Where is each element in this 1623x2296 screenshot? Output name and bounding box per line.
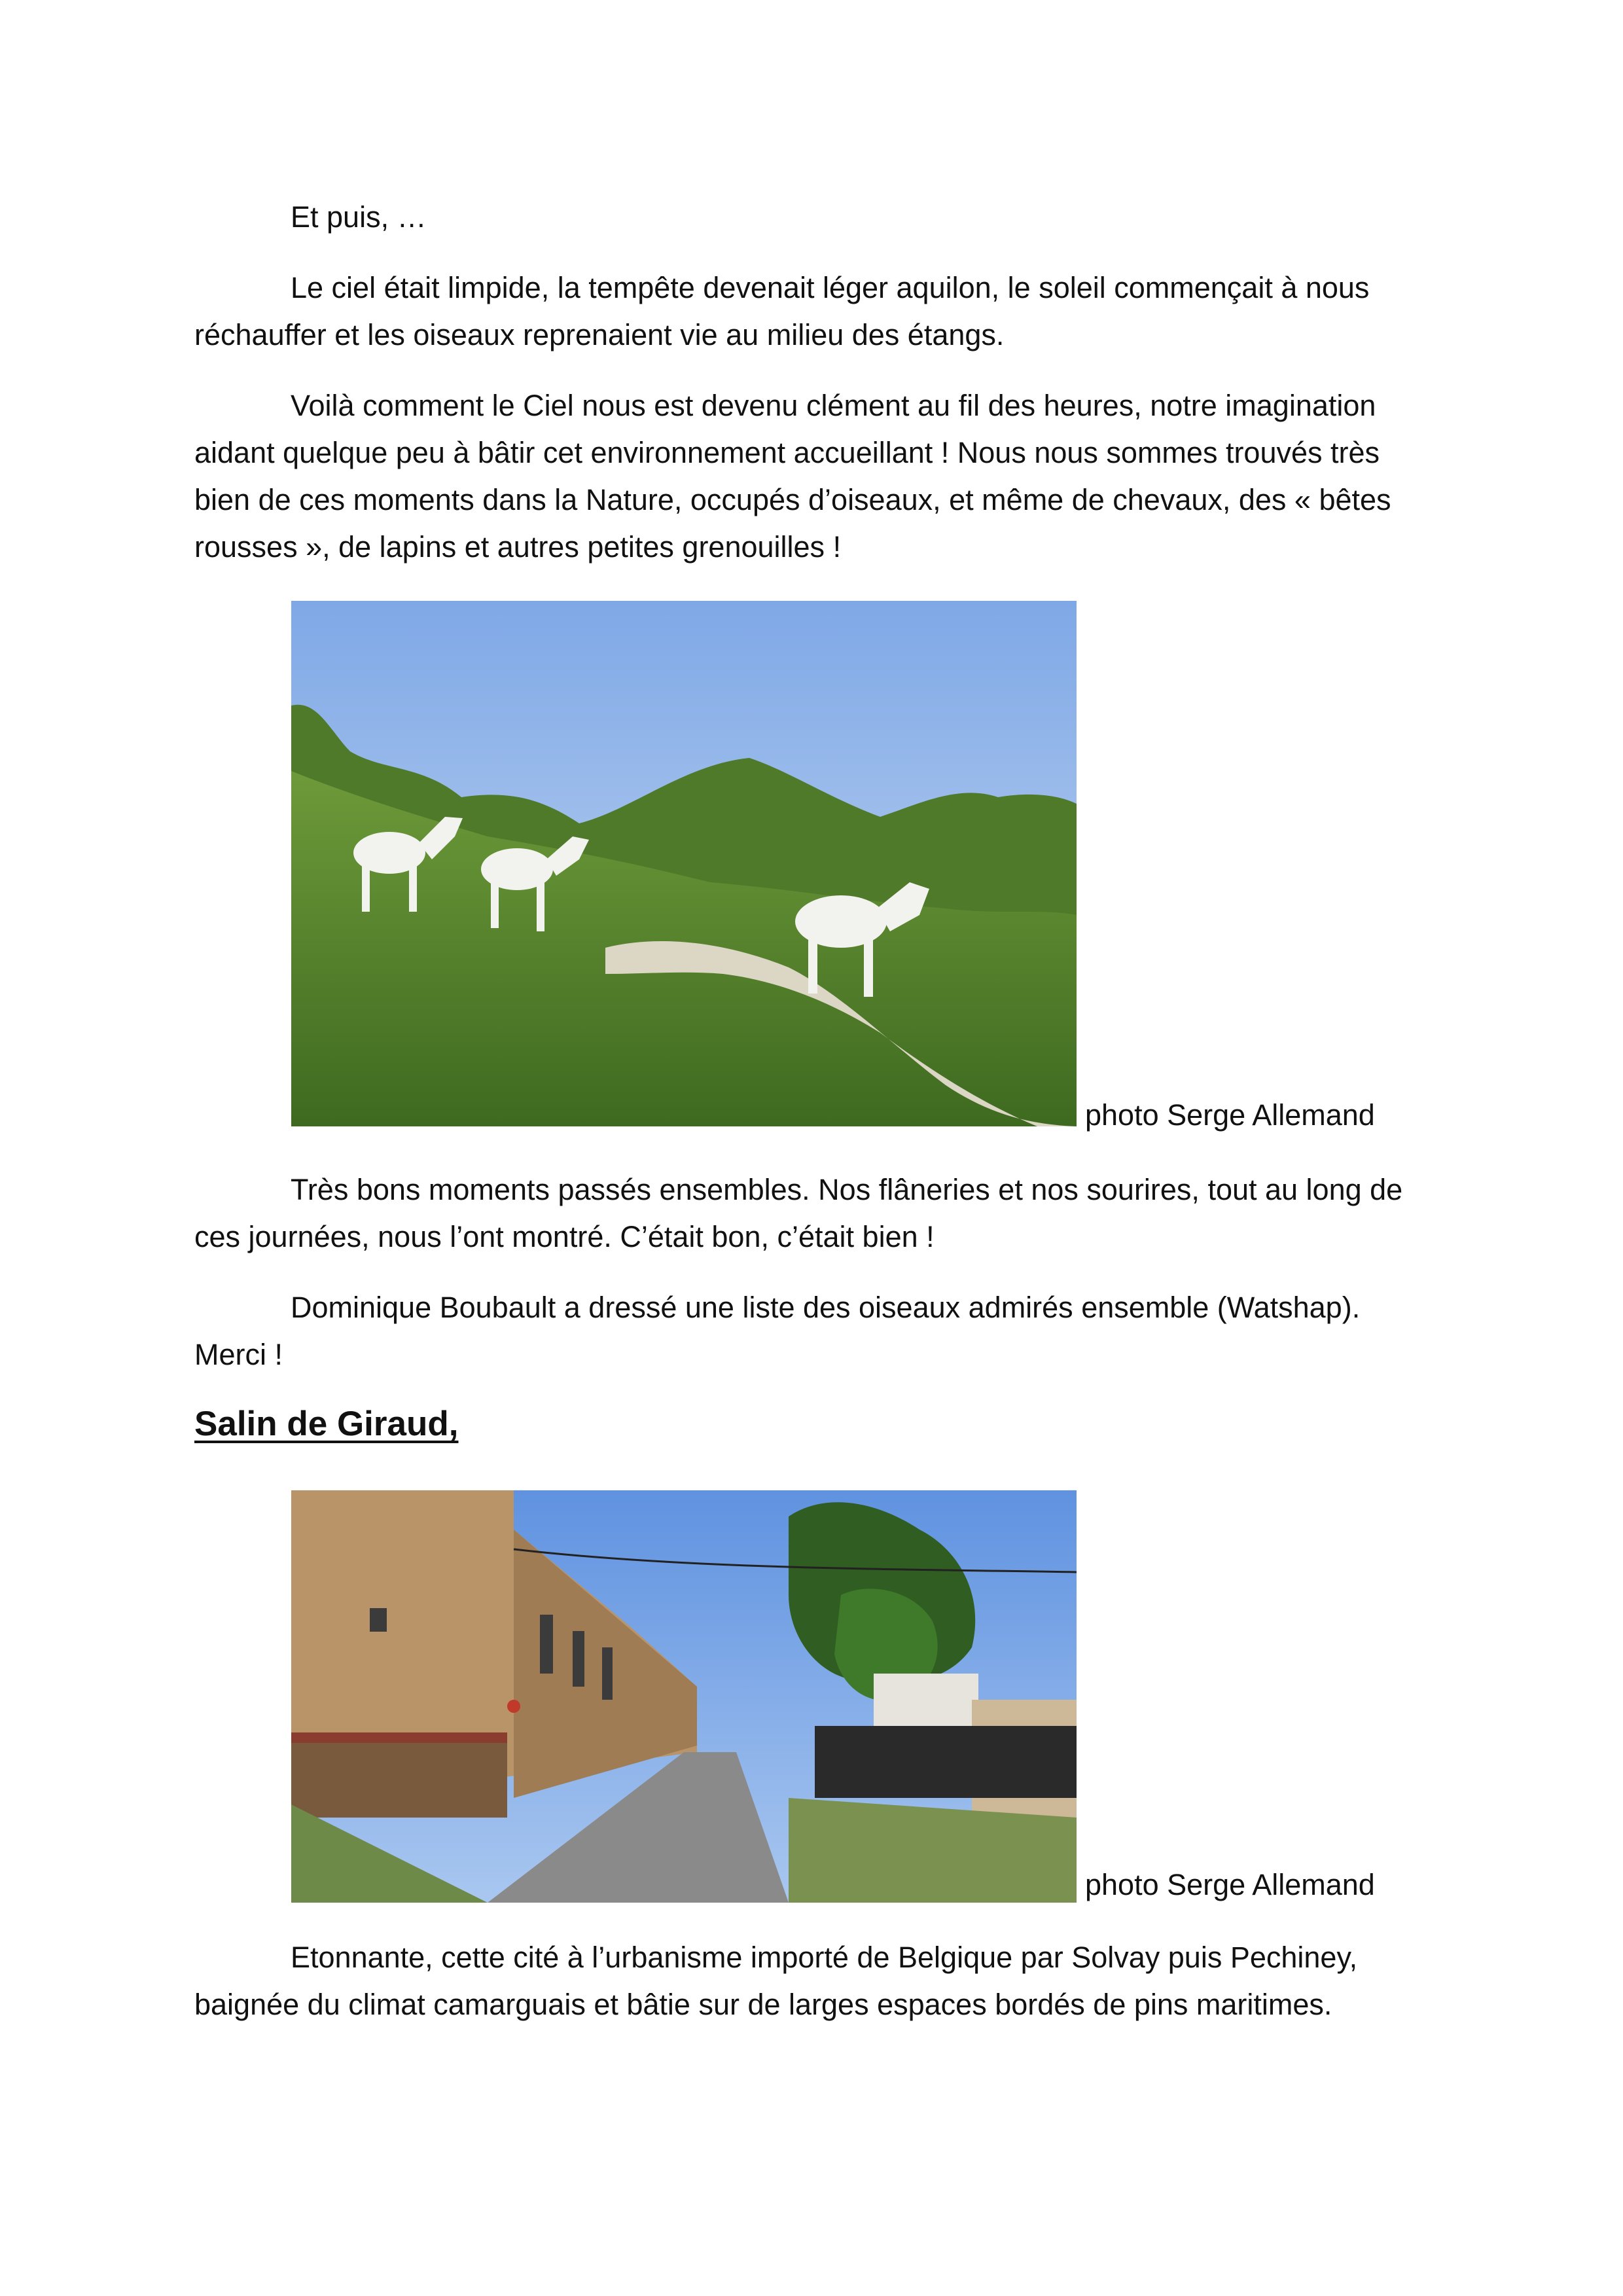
paragraph-salin: Etonnante, cette cité à l’urbanisme importé de Belgique par Solvay puis Pechiney, baignée du climat camarguais et bâtie sur de larges espaces bordés de pins maritimes. bbox=[194, 1941, 1358, 2021]
paragraph-nature: Voilà comment le Ciel nous est devenu clément au fil des heures, notre imagination aidant quelque peu à bâtir cet environnement accueillant ! Nous nous sommes trouvés très bien de ces moments dans la Nature, occupés d’oiseaux, et même de chevaux, des « bêtes rousses », de lapins et autres petites grenouilles ! bbox=[194, 389, 1391, 564]
paragraph-moments: Très bons moments passés ensembles. Nos flâneries et nos sourires, tout au long de ces journées, nous l’ont montré. C’était bon, c’était bien ! bbox=[194, 1173, 1403, 1253]
horses-photo-credit: photo Serge Allemand bbox=[1085, 1098, 1375, 1132]
paragraph-birds-list: Dominique Boubault a dressé une liste des oiseaux admirés ensemble (Watshap). Merci ! bbox=[194, 1291, 1361, 1371]
street-photo bbox=[291, 1490, 1077, 1903]
paragraph-intro: Et puis, … bbox=[291, 200, 427, 234]
section-heading: Salin de Giraud, bbox=[194, 1405, 459, 1443]
horses-photo bbox=[291, 601, 1077, 1126]
paragraph-sky: Le ciel était limpide, la tempête devenait léger aquilon, le soleil commençait à nous réchauffer et les oiseaux reprenaient vie au milieu des étangs. bbox=[194, 271, 1370, 351]
horses-photo-image bbox=[291, 601, 1077, 1126]
street-photo-credit: photo Serge Allemand bbox=[1085, 1868, 1375, 1901]
street-photo-image bbox=[291, 1490, 1077, 1903]
